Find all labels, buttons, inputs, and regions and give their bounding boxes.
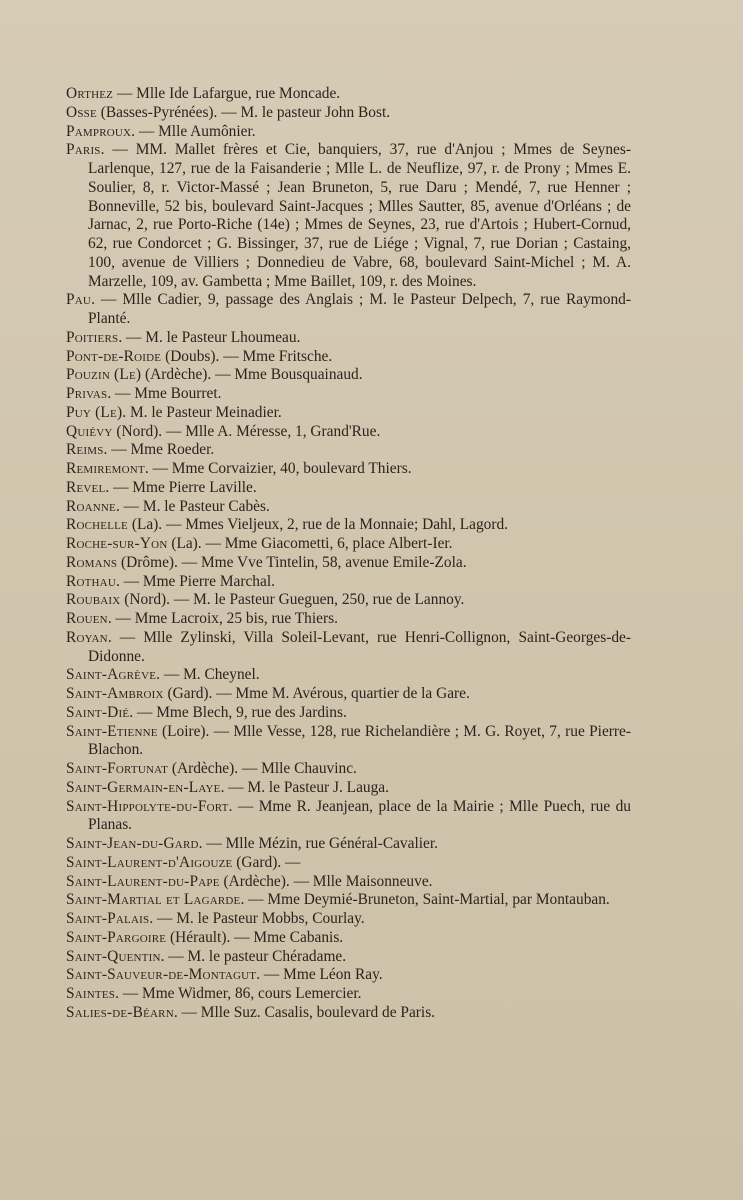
place-name: Pont-de-Roide	[66, 347, 162, 365]
place-name: Saint-Hippolyte-du-Fort	[66, 797, 229, 815]
listing-entry	[66, 85, 631, 104]
listing-entry	[66, 704, 631, 723]
listing-entry	[66, 929, 631, 948]
place-name: Pau	[66, 291, 92, 309]
entry-details: (Hérault). — Mme Cabanis.	[166, 928, 344, 946]
listing-entry	[66, 460, 631, 479]
place-name: Saint-Laurent-d'Aigouze	[66, 853, 233, 871]
listing-entry	[66, 423, 631, 442]
listing-entry	[66, 554, 631, 573]
place-name: Orthez	[66, 85, 114, 102]
entry-details: . — Mme Léon Ray.	[256, 966, 383, 984]
entry-details: . — Mme Blech, 9, rue des Jardins.	[129, 703, 347, 721]
place-name: Saint-Laurent-du-Pape	[66, 872, 220, 890]
place-name: Privas	[66, 385, 108, 402]
listing-entry	[66, 479, 631, 498]
listing-entry	[66, 123, 631, 142]
entry-details: (Drôme). — Mme Vve Tintelin, 58, avenue Emile-Zola.	[117, 553, 467, 571]
entry-details: . — Mme Lacroix, 25 bis, rue Thiers.	[107, 610, 338, 627]
entry-details: (Nord). — M. le Pasteur Gueguen, 250, rue de Lannoy.	[120, 591, 465, 609]
entry-details: . — Mme R. Jeanjean, place de la Mairie ; Mlle Puech, rue du Planas.	[88, 797, 631, 834]
place-name: Roubaix	[66, 591, 121, 609]
entry-details: . — MM. Mallet frères et Cie, banquiers, 37, rue d'Anjou ; Mmes de Seynes-Larlenque, 127, rue de la Faisanderie ; Mlle L. de Neuflize, 97, r. de Prony ; Mmes E. Soulier, 8, r. Victor-Massé ; Jean Bruneton, 5, rue Daru ; Mendé, 7, rue Henner ; Bonneville, 52 bis, boulevard Saint-Jacques ; Mlles Sautter, 85, avenue d'Orléans ; de Jarnac, 2, rue Porto-Riche (14e) ; Mmes de Seynes, 23, rue d'Artois ; Hubert-Cornud, 62, rue Condorcet ; G. Bissinger, 37, rue de Liége ; Vignal, 7, rue Dorian ; Castaing, 100, avenue de Villiers ; Donnedieu de Vabre, 68, boulevard Saint-Michel ; M. A. Marzelle, 109, av. Gambetta ; Mme Baillet, 109, r. des Moines.	[88, 141, 631, 290]
place-name: Osse	[66, 103, 97, 121]
entry-details: . — M. le Pasteur Mobbs, Courlay.	[149, 910, 365, 927]
entry-details: (Ardèche). — Mme Bousquainaud.	[141, 366, 363, 384]
listing-entry	[66, 404, 631, 423]
place-name: Saint-Quentin	[66, 947, 161, 965]
entry-details: (Ardèche). — Mlle Chauvinc.	[168, 760, 357, 777]
place-name: Saint-Fortunat	[66, 760, 168, 777]
place-name: Roche-sur-Yon	[66, 535, 168, 552]
place-name: Poitiers	[66, 328, 119, 346]
place-name: Pouzin (Le)	[66, 366, 142, 384]
entry-details: . — M. le Pasteur J. Lauga.	[220, 778, 389, 796]
place-name: Reims	[66, 441, 104, 459]
entry-details: . — Mme Pierre Laville.	[105, 478, 257, 496]
place-name: Romans	[66, 553, 118, 571]
entry-details: (Basses-Pyrénées). — M. le pasteur John Bost.	[96, 103, 391, 121]
entry-details: . — Mlle Cadier, 9, passage des Anglais ; M. le Pasteur Delpech, 7, rue Raymond-Planté.	[88, 291, 631, 327]
entry-details: (Ardèche). — Mlle Maisonneuve.	[219, 872, 433, 890]
listing-entry	[66, 798, 631, 836]
entry-details: . — Mlle Aumônier.	[131, 122, 256, 140]
place-name: Paris	[66, 141, 101, 159]
listing-entry	[66, 873, 631, 892]
entry-details: . — Mlle Zylinski, Villa Soleil-Levant, rue Henri-Collignon, Saint-Georges-de-Didonne.	[88, 628, 631, 665]
listing-entry	[66, 985, 631, 1004]
entry-details: . — Mme Deymié-Bruneton, Saint-Martial, par Montauban.	[240, 891, 610, 909]
listing-entry	[66, 535, 631, 554]
place-name: Remiremont	[66, 460, 145, 477]
entry-details: (Gard). —	[232, 853, 301, 871]
entry-details: . — Mme Corvaizier, 40, boulevard Thiers.	[144, 460, 412, 477]
place-name: Saint-Germain-en-Laye	[66, 778, 221, 796]
listing-entry	[66, 385, 631, 404]
listing-entry	[66, 910, 631, 929]
place-name: Rouen	[66, 610, 108, 627]
place-name: Pamproux	[66, 122, 132, 140]
place-name: Rochelle	[66, 516, 128, 534]
place-name: Saint-Ambroix	[66, 685, 164, 702]
listing-entry	[66, 629, 631, 667]
entry-details: . — Mme Pierre Marchal.	[115, 572, 275, 590]
place-name: Saint-Jean-du-Gard	[66, 835, 199, 852]
place-name: Roanne	[66, 497, 116, 515]
entry-details: (Loire). — Mlle Vesse, 128, rue Richelandière ; M. G. Royet, 7, rue Pierre-Blachon.	[88, 722, 631, 759]
listing-entry	[66, 835, 631, 854]
place-name: Rothau	[66, 572, 116, 590]
listing-entry	[66, 366, 631, 385]
place-name: Saint-Dié	[66, 703, 130, 721]
listing-entry	[66, 610, 631, 629]
entry-details: (La). — Mme Giacometti, 6, place Albert-Ier.	[167, 535, 453, 552]
listing-entry	[66, 760, 631, 779]
entry-details: . — M. le Pasteur Cabès.	[115, 497, 270, 515]
entry-details: . — M. le Pasteur Lhoumeau.	[118, 328, 301, 346]
entry-details: . — M. le pasteur Chéradame.	[160, 947, 347, 965]
entry-details: . M. le Pasteur Meinadier.	[122, 403, 282, 421]
place-name: Saint-Agrève	[66, 666, 157, 684]
listing-entry	[66, 348, 631, 367]
entry-details: . — Mme Bourret.	[107, 385, 222, 402]
listing-entry	[66, 854, 631, 873]
listing-entry	[66, 291, 631, 329]
place-name: Quiévy	[66, 422, 113, 440]
listing-entry	[66, 329, 631, 348]
entry-details: (Doubs). — Mme Fritsche.	[161, 347, 333, 365]
place-name: Saintes	[66, 985, 116, 1002]
entry-details: . — Mme Roeder.	[103, 441, 215, 459]
listing-entry	[66, 666, 631, 685]
entry-details: (La). — Mmes Vieljeux, 2, rue de la Monnaie; Dahl, Lagord.	[127, 516, 508, 534]
listing-entry	[66, 1004, 631, 1023]
place-name: Revel	[66, 478, 106, 496]
listing-entry	[66, 498, 631, 517]
entry-details: . — Mlle Mézin, rue Général-Cavalier.	[198, 835, 438, 852]
place-name: Puy (Le)	[66, 403, 123, 421]
place-name: Saint-Sauveur-de-Montagut	[66, 966, 257, 984]
entry-details: (Gard). — Mme M. Avérous, quartier de la Gare.	[163, 685, 470, 702]
subscriber-listing	[66, 85, 631, 1023]
listing-entry	[66, 966, 631, 985]
listing-entry	[66, 723, 631, 761]
entry-details: — Mlle Ide Lafargue, rue Moncade.	[113, 85, 341, 102]
entry-details: . — Mlle Suz. Casalis, boulevard de Paris.	[173, 1003, 436, 1021]
listing-entry	[66, 441, 631, 460]
listing-entry	[66, 685, 631, 704]
listing-entry	[66, 141, 631, 291]
entry-details: . — Mme Widmer, 86, cours Lemercier.	[115, 985, 362, 1002]
place-name: Saint-Etienne	[66, 722, 158, 740]
place-name: Saint-Martial et Lagarde	[66, 891, 241, 909]
listing-entry	[66, 891, 631, 910]
entry-details: . — M. Cheynel.	[156, 666, 260, 684]
listing-entry	[66, 591, 631, 610]
listing-entry	[66, 516, 631, 535]
listing-entry	[66, 948, 631, 967]
listing-entry	[66, 573, 631, 592]
place-name: Saint-Palais	[66, 910, 150, 927]
place-name: Salies-de-Béarn	[66, 1003, 174, 1021]
place-name: Saint-Pargoire	[66, 928, 167, 946]
listing-entry	[66, 779, 631, 798]
place-name: Royan	[66, 628, 108, 646]
listing-entry	[66, 104, 631, 123]
entry-details: (Nord). — Mlle A. Méresse, 1, Grand'Rue.	[112, 422, 381, 440]
